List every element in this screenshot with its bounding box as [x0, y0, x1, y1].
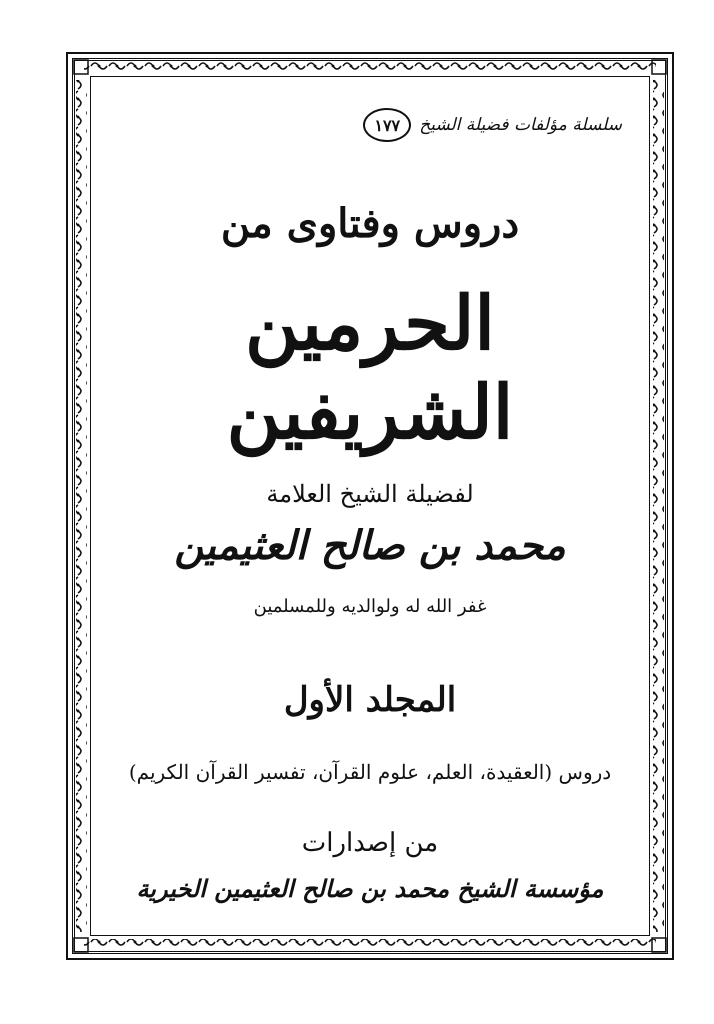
publisher-prefix: من إصدارات	[301, 828, 439, 858]
publisher-name: مؤسسة الشيخ محمد بن صالح العثيمين الخيرية	[136, 874, 604, 903]
series-header	[363, 108, 622, 142]
volume-contents: دروس (العقيدة، العلم، علوم القرآن، تفسير القرآن الكريم)	[128, 760, 612, 784]
author-name: محمد بن صالح العثيمين	[174, 522, 566, 569]
book-title: الحرمين الشريفين	[226, 281, 514, 456]
book-subtitle: دروس وفتاوى من	[220, 200, 520, 247]
author-prayer: غفر الله له ولوالديه وللمسلمين	[253, 596, 487, 617]
volume-label: المجلد الأول	[283, 680, 457, 720]
series-label: سلسلة مؤلفات فضيلة الشيخ	[419, 115, 622, 135]
author-honorific: لفضيلة الشيخ العلامة	[266, 480, 474, 508]
series-number-badge: ١٧٧	[363, 108, 411, 142]
